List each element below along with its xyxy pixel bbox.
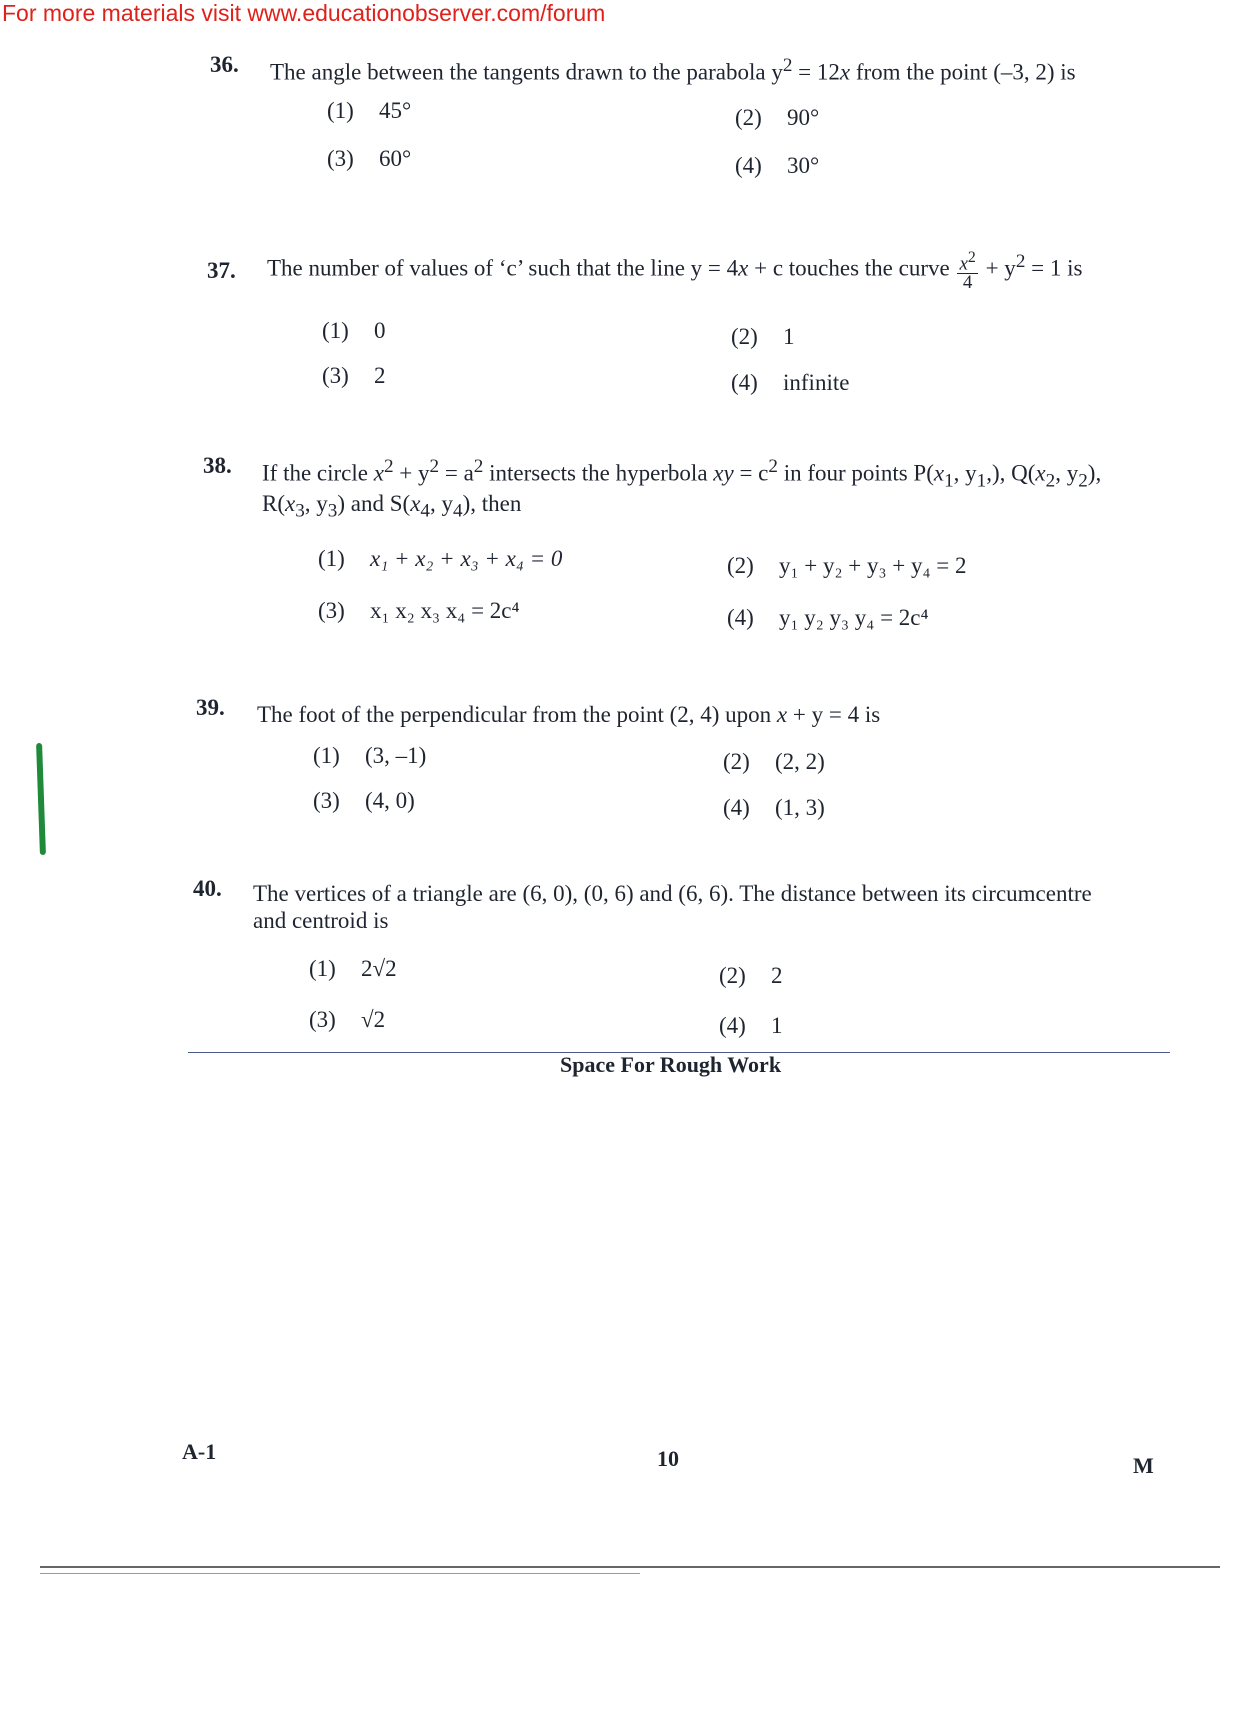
question-38-text-line1: If the circle $x^2 + y^2 = a^2$ intersects the hyperbola xy = $c^2$ in four points $P(x_1$, $y_1$,), $Q(x_2$, $y_2$),: [262, 456, 1102, 492]
q36-option-4[interactable]: (4) 30°: [735, 153, 820, 178]
question-38-text-line2: $R(x_3$, $y_3$) and $S(x_4$, $y_4$), then: [262, 491, 522, 522]
question-40-text-line2: and centroid is: [253, 908, 389, 933]
q37-option-2[interactable]: (2) 1: [731, 324, 795, 349]
header-link[interactable]: For more materials visit www.educationobserver.com/forum: [2, 0, 606, 26]
question-36-text: The angle between the tangents drawn to the parabola $y^2 = 12x$ from the point (–3, 2) is: [270, 55, 1076, 85]
q38-option-2[interactable]: (2) y₁ + y₂ + y₃ + y₄ = 2: [727, 553, 967, 578]
question-37-number: 37.: [207, 258, 236, 283]
question-37-text: The number of values of ‘c’ such that the line y = 4x + c touches the curve $\frac{x^2}{4}$ + $y^2 = 1$ is: [267, 248, 1083, 294]
q37-option-4[interactable]: (4) infinite: [731, 370, 850, 395]
q38-option-1[interactable]: (1) x₁ + x₂ + x₃ + x₄ = 0: [318, 546, 563, 571]
fraction-x2-over-4: $\frac{x^2}{4}$: [959, 248, 976, 294]
q36-option-2[interactable]: (2) 90°: [735, 105, 820, 130]
footer-letter: M: [1133, 1453, 1154, 1478]
q36-option-1[interactable]: (1) 45°: [327, 98, 412, 123]
q40-option-1[interactable]: (1) 2√2: [309, 956, 397, 981]
green-pen-mark: [36, 743, 46, 855]
q39-option-2[interactable]: (2) (2, 2): [723, 749, 825, 774]
q39-option-1[interactable]: (1) (3, –1): [313, 743, 427, 768]
q36-option-3[interactable]: (3) 60°: [327, 146, 412, 171]
question-39-text: The foot of the perpendicular from the point (2, 4) upon x + y = 4 is: [257, 702, 881, 727]
q40-option-2[interactable]: (2) 2: [719, 963, 783, 988]
question-39-number: 39.: [196, 695, 225, 720]
question-40-number: 40.: [193, 876, 222, 901]
q40-option-3[interactable]: (3) √2: [309, 1007, 386, 1032]
question-38-number: 38.: [203, 453, 232, 478]
q39-option-3[interactable]: (3) (4, 0): [313, 788, 415, 813]
question-40-text-line1: The vertices of a triangle are (6, 0), (0, 6) and (6, 6). The distance between its circumcentre: [253, 881, 1092, 906]
q38-option-4[interactable]: (4) y₁ y₂ y₃ y₄ = 2c⁴: [727, 605, 929, 630]
q37-option-1[interactable]: (1) 0: [322, 318, 386, 343]
rough-work-label: Space For Rough Work: [560, 1052, 782, 1077]
bottom-edge-line-faint: [40, 1573, 640, 1574]
q37-option-3[interactable]: (3) 2: [322, 363, 386, 388]
question-36-number: 36.: [210, 52, 239, 77]
q39-option-4[interactable]: (4) (1, 3): [723, 795, 825, 820]
q40-option-4[interactable]: (4) 1: [719, 1013, 783, 1038]
footer-page-number: 10: [657, 1446, 679, 1471]
bottom-edge-line: [40, 1566, 1220, 1568]
footer-code: A-1: [182, 1439, 217, 1464]
q38-option-3[interactable]: (3) x₁ x₂ x₃ x₄ = 2c⁴: [318, 598, 520, 623]
